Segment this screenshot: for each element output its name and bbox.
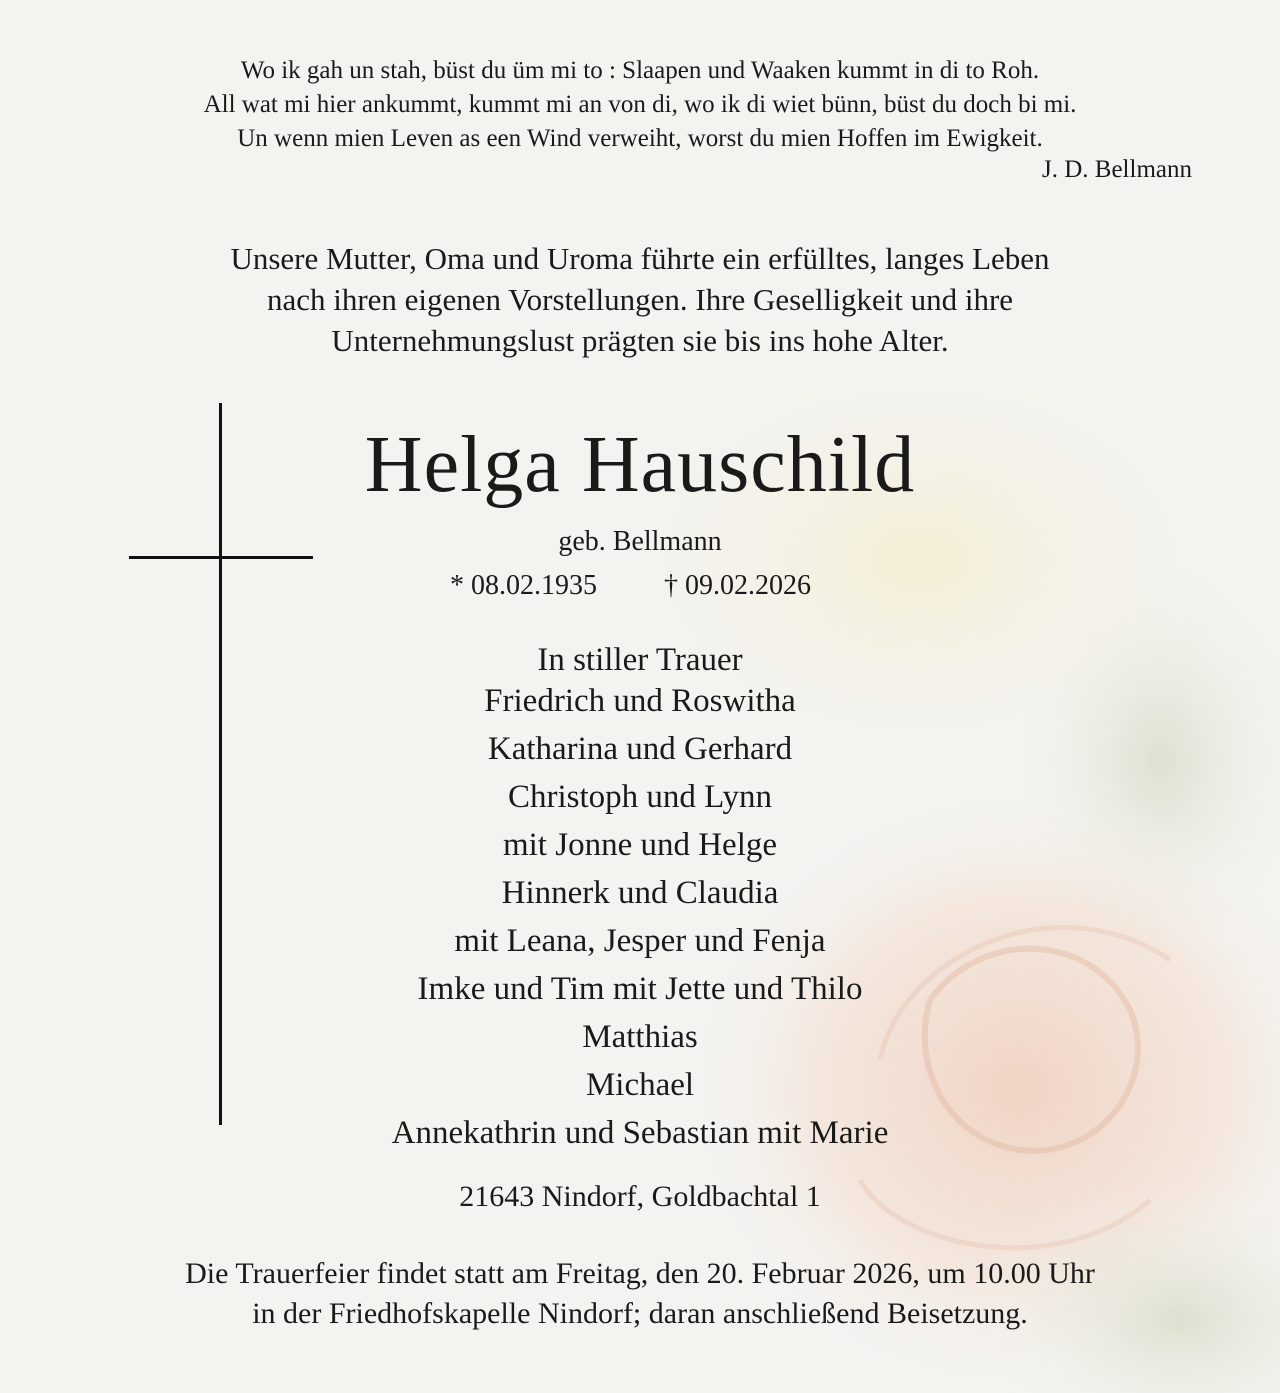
death-date: † 09.02.2026 [664, 570, 811, 601]
ceremony-line-1: Die Trauerfeier findet statt am Freitag, den 20. Februar 2026, um 10.00 Uhr [185, 1257, 1095, 1290]
mourner-line: Friedrich und Roswitha [484, 683, 796, 719]
poem-line-1: Wo ik gah un stah, büst du üm mi to : Slaapen und Waaken kummt in di to Roh. [240, 57, 1040, 84]
poem-author: J. D. Bellmann [1042, 156, 1192, 183]
birth-date: * 08.02.1935 [450, 570, 597, 601]
mourner-line: Michael [585, 1067, 695, 1103]
intro-line-3: Unternehmungslust prägten sie bis ins hohe Alter. [331, 323, 949, 358]
mourners-heading: In stiller Trauer [537, 642, 743, 678]
mourner-line: Hinnerk und Claudia [501, 875, 779, 911]
mourner-line: Christoph und Lynn [507, 779, 773, 815]
poem-line-3: Un wenn mien Leven as een Wind verweiht, worst du mien Hoffen im Ewigkeit. [237, 125, 1043, 152]
ceremony-line-2: in der Friedhofskapelle Nindorf; daran anschließend Beisetzung. [252, 1297, 1028, 1330]
mourner-line: Katharina und Gerhard [487, 731, 793, 767]
mourner-line: Imke und Tim mit Jette und Thilo [417, 971, 863, 1007]
mourner-line: mit Jonne und Helge [502, 827, 778, 863]
poem-line-2: All wat mi hier ankummt, kummt mi an von di, wo ik di wiet bünn, büst du doch bi mi. [203, 91, 1077, 118]
mourner-line: mit Leana, Jesper und Fenja [454, 923, 826, 959]
mourner-line: Matthias [582, 1019, 698, 1055]
mourner-line: Annekathrin und Sebastian mit Marie [391, 1115, 889, 1151]
intro-line-2: nach ihren eigenen Vorstellungen. Ihre Geselligkeit und ihre [266, 282, 1014, 317]
family-address: 21643 Nindorf, Goldbachtal 1 [459, 1180, 821, 1213]
intro-line-1: Unsere Mutter, Oma und Uroma führte ein erfülltes, langes Leben [230, 241, 1050, 276]
birth-name: geb. Bellmann [558, 526, 722, 557]
deceased-name: Helga Hauschild [364, 421, 916, 509]
